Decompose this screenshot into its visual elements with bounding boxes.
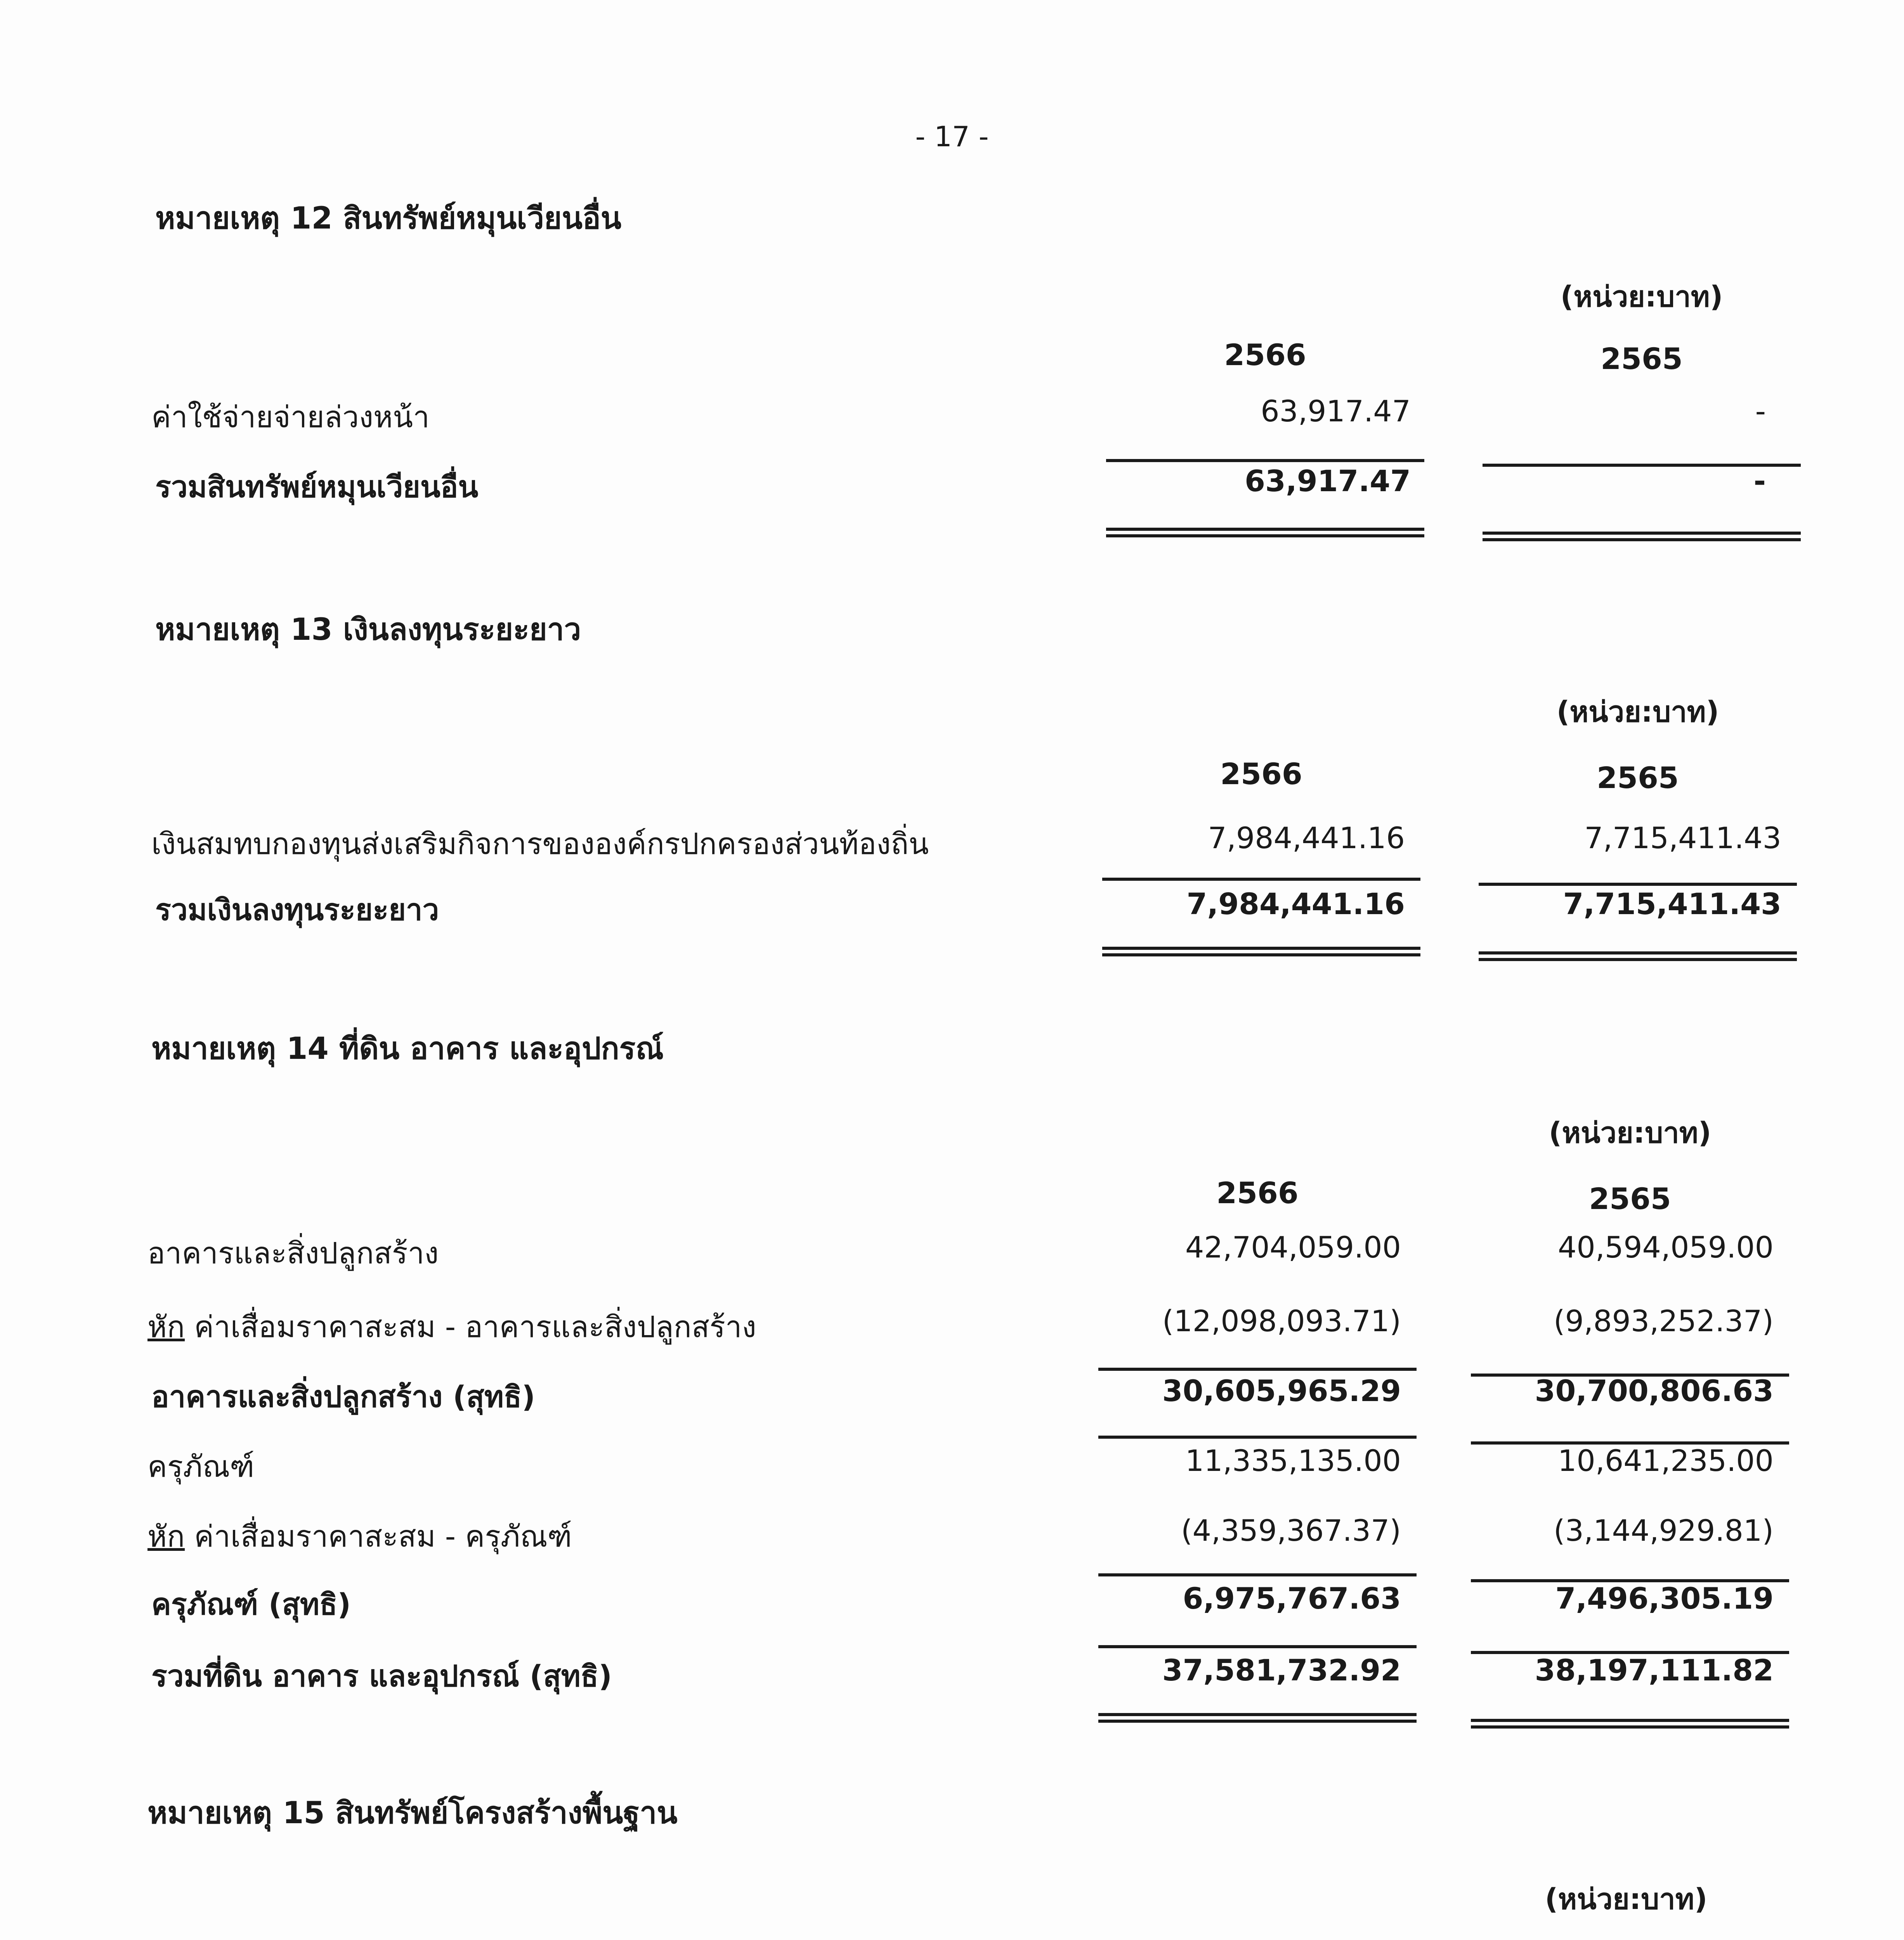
- row-label: อาคารและสิ่งปลูกสร้าง (สุทธิ): [151, 1379, 536, 1414]
- page-number: - 17 -: [915, 120, 989, 153]
- year-current: 2566: [1220, 757, 1302, 791]
- note-12-title: หมายเหตุ 12 สินทรัพย์หมุนเวียนอื่น: [155, 201, 622, 236]
- value-2566: 42,704,059.00: [1185, 1230, 1401, 1264]
- year-current: 2566: [1216, 1176, 1299, 1210]
- value-2566: 37,581,732.92: [1162, 1653, 1401, 1687]
- unit-label: (หน่วย:บาท): [1549, 1116, 1712, 1150]
- value-2566: 63,917.47: [1245, 464, 1411, 498]
- value-2566: (12,098,093.71): [1162, 1304, 1401, 1338]
- year-current: 2566: [1224, 338, 1306, 372]
- value-2565: 38,197,111.82: [1535, 1653, 1774, 1687]
- less-marker: หัก: [147, 1310, 185, 1344]
- total-row: [0, 464, 1904, 510]
- subtotal-rule: [1479, 883, 1797, 886]
- subtotal-rule: [1098, 1368, 1417, 1371]
- value-2565: 7,496,305.19: [1555, 1581, 1774, 1616]
- value-2566: 63,917.47: [1261, 394, 1411, 428]
- table-row: [0, 1304, 1904, 1350]
- row-label: ครุภัณฑ์ (สุทธิ): [151, 1587, 351, 1621]
- total-double-rule: [1471, 1719, 1789, 1729]
- row-label: ครุภัณฑ์: [147, 1449, 255, 1484]
- note-14-title: หมายเหตุ 14 ที่ดิน อาคาร และอุปกรณ์: [151, 1031, 664, 1066]
- row-label: เงินสมทบกองทุนส่งเสริมกิจการขององค์กรปกครองส่วนท้องถิ่น: [151, 826, 929, 861]
- value-2565: -: [1755, 394, 1766, 428]
- row-label-text: ค่าเสื่อมราคาสะสม - ครุภัณฑ์: [194, 1519, 572, 1554]
- unit-label: (หน่วย:บาท): [1556, 695, 1719, 729]
- total-double-rule: [1106, 528, 1424, 537]
- unit-label: (หน่วย:บาท): [1560, 280, 1723, 314]
- subtotal-rule: [1102, 878, 1420, 881]
- value-2565: 10,641,235.00: [1557, 1443, 1774, 1478]
- table-row: [0, 394, 1904, 440]
- value-2565: 40,594,059.00: [1557, 1230, 1774, 1264]
- value-2565: (3,144,929.81): [1554, 1513, 1774, 1548]
- subtotal-row: [0, 1374, 1904, 1420]
- total-double-rule: [1098, 1713, 1417, 1723]
- row-label: [147, 1513, 572, 1560]
- note-13-title: หมายเหตุ 13 เงินลงทุนระยะยาว: [155, 612, 581, 647]
- less-marker: หัก: [147, 1519, 185, 1554]
- value-2565: 7,715,411.43: [1563, 887, 1781, 921]
- year-prior: 2565: [1597, 760, 1679, 795]
- note-15-title: หมายเหตุ 15 สินทรัพย์โครงสร้างพื้นฐาน: [147, 1796, 678, 1831]
- value-2565: -: [1753, 464, 1766, 498]
- year-prior: 2565: [1589, 1181, 1671, 1216]
- value-2566: 30,605,965.29: [1162, 1374, 1401, 1408]
- value-2565: (9,893,252.37): [1554, 1304, 1774, 1338]
- total-double-rule: [1102, 947, 1420, 956]
- table-row: [0, 1230, 1904, 1277]
- subtotal-rule: [1106, 459, 1424, 462]
- value-2565: 30,700,806.63: [1535, 1374, 1774, 1408]
- subtotal-row: [0, 1581, 1904, 1628]
- total-double-rule: [1483, 532, 1801, 541]
- value-2566: 7,984,441.16: [1186, 887, 1405, 921]
- row-label-text: ค่าเสื่อมราคาสะสม - อาคารและสิ่งปลูกสร้าง: [194, 1310, 756, 1344]
- value-2566: 11,335,135.00: [1185, 1443, 1401, 1478]
- value-2566: 7,984,441.16: [1208, 821, 1405, 855]
- total-row: [0, 1653, 1904, 1699]
- row-label: อาคารและสิ่งปลูกสร้าง: [147, 1236, 439, 1270]
- unit-label: (หน่วย:บาท): [1545, 1883, 1708, 1916]
- subtotal-rule: [1098, 1645, 1417, 1648]
- total-double-rule: [1479, 951, 1797, 961]
- year-prior: 2565: [1601, 341, 1683, 376]
- table-row: [0, 1443, 1904, 1490]
- table-row: [0, 821, 1904, 867]
- table-row: [0, 1513, 1904, 1560]
- subtotal-rule: [1098, 1573, 1417, 1576]
- value-2565: 7,715,411.43: [1584, 821, 1781, 855]
- total-row: [0, 887, 1904, 933]
- row-label: [147, 1304, 756, 1350]
- value-2566: (4,359,367.37): [1181, 1513, 1401, 1548]
- row-label: รวมสินทรัพย์หมุนเวียนอื่น: [155, 469, 479, 504]
- row-label: รวมที่ดิน อาคาร และอุปกรณ์ (สุทธิ): [151, 1659, 612, 1693]
- subtotal-rule: [1098, 1436, 1417, 1439]
- value-2566: 6,975,767.63: [1183, 1581, 1401, 1616]
- row-label: รวมเงินลงทุนระยะยาว: [155, 892, 439, 927]
- row-label: ค่าใช้จ่ายจ่ายล่วงหน้า: [151, 400, 430, 434]
